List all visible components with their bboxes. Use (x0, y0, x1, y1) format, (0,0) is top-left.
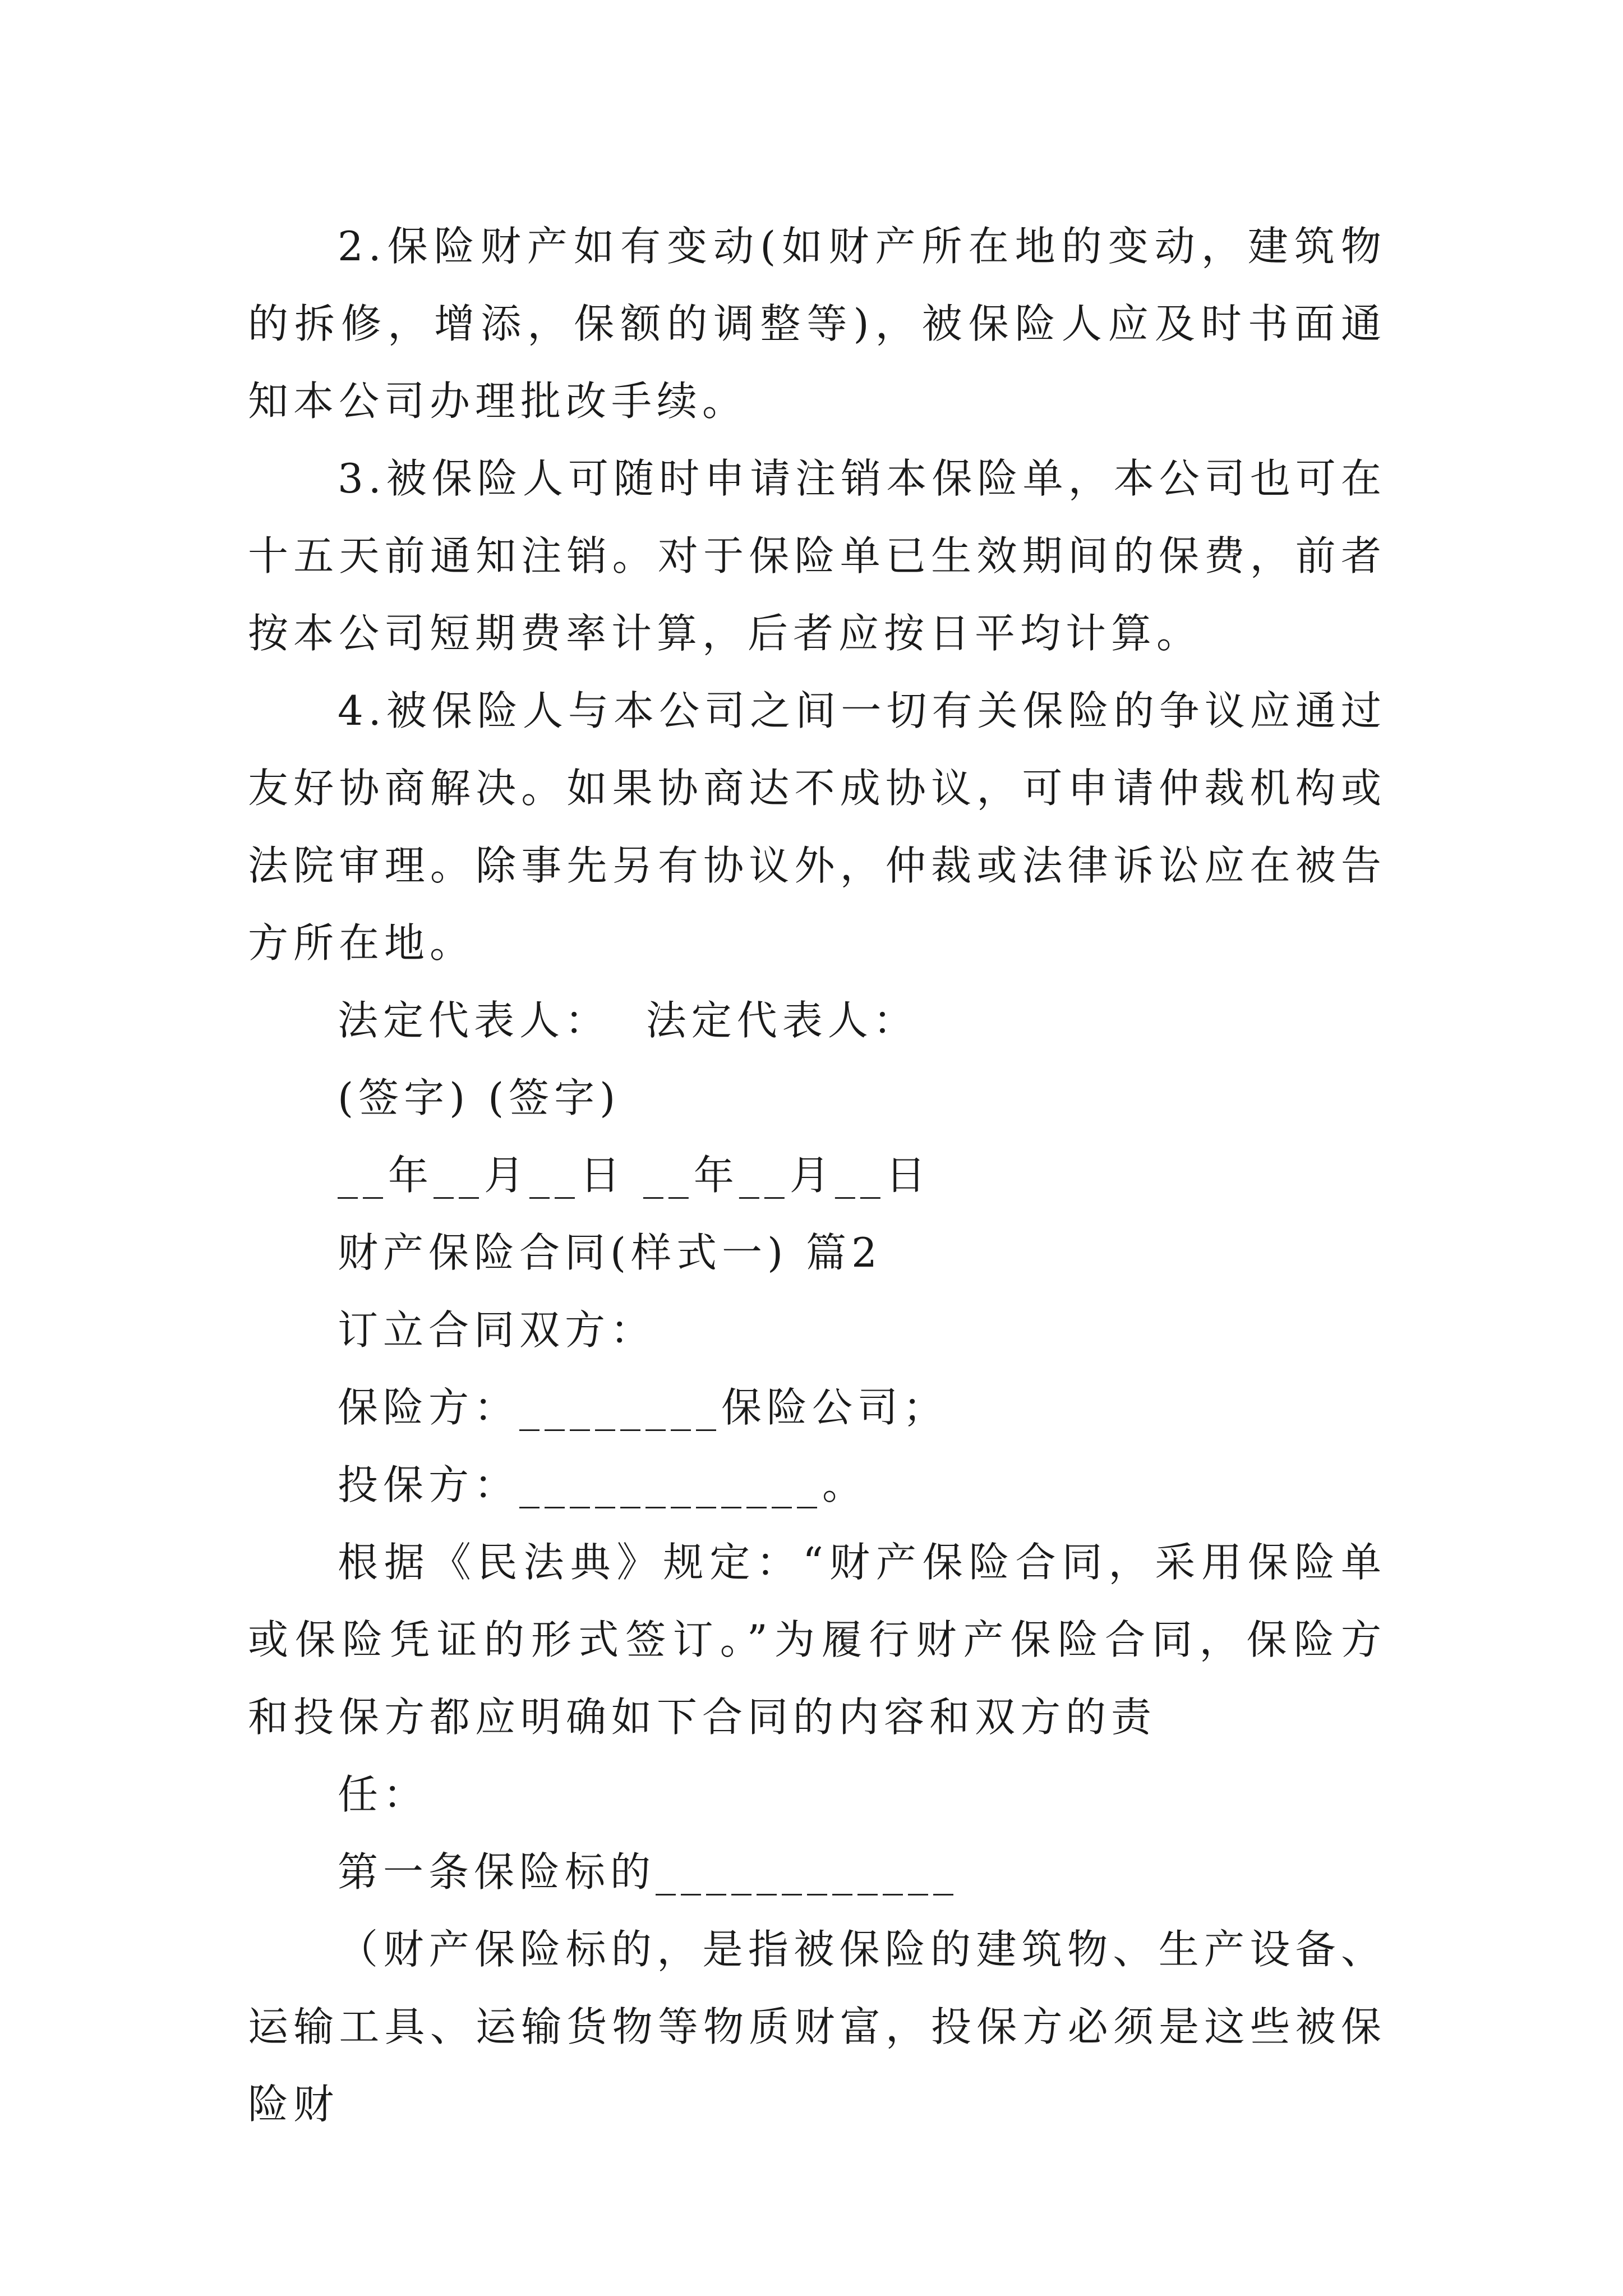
insurer-line: 保险方：________保险公司； (338, 1384, 949, 1431)
clause-4-paragraph: 4.被保险人与本公司之间一切有关保险的争议应通过友好协商解决。如果协商达不成协议，可申请仲裁机构或法院审理。除事先另有协议外，仲裁或法律诉讼应在被告方所在地。 (248, 687, 1386, 967)
date-line: __年__月__日 __年__月__日 (338, 1152, 931, 1199)
article-1-line: 第一条保险标的____________ (338, 1848, 959, 1895)
parties-intro: 订立合同双方： (338, 1306, 656, 1354)
clause-3-paragraph: 3.被保险人可随时申请注销本保险单，本公司也可在十五天前通知注销。对于保险单已生效期间的保费，前者按本公司短期费率计算，后者应按日平均计算。 (248, 455, 1386, 657)
signature-labels: 法定代表人： 法定代表人： (338, 997, 919, 1044)
clause-2-paragraph: 2.保险财产如有变动(如财产所在地的变动，建筑物的拆修，增添，保额的调整等)，被保险人应及时书面通知本公司办理批改手续。 (248, 223, 1386, 425)
policyholder-line: 投保方：____________。 (338, 1461, 868, 1508)
basis-continuation: 任： (338, 1771, 429, 1818)
basis-paragraph: 根据《民法典》规定：“财产保险合同，采用保险单或保险凭证的形式签订。”为履行财产保险合同，保险方和投保方都应明确如下合同的内容和双方的责 (248, 1539, 1386, 1741)
signature-note: (签字) (签字) (338, 1074, 621, 1121)
article-1-explanation: （财产保险标的，是指被保险的建筑物、生产设备、运输工具、运输货物等物质财富，投保方必须是这些被保险财 (248, 1926, 1386, 2128)
section-title: 财产保险合同(样式一) 篇2 (338, 1229, 882, 1276)
document-body (248, 208, 1386, 2143)
